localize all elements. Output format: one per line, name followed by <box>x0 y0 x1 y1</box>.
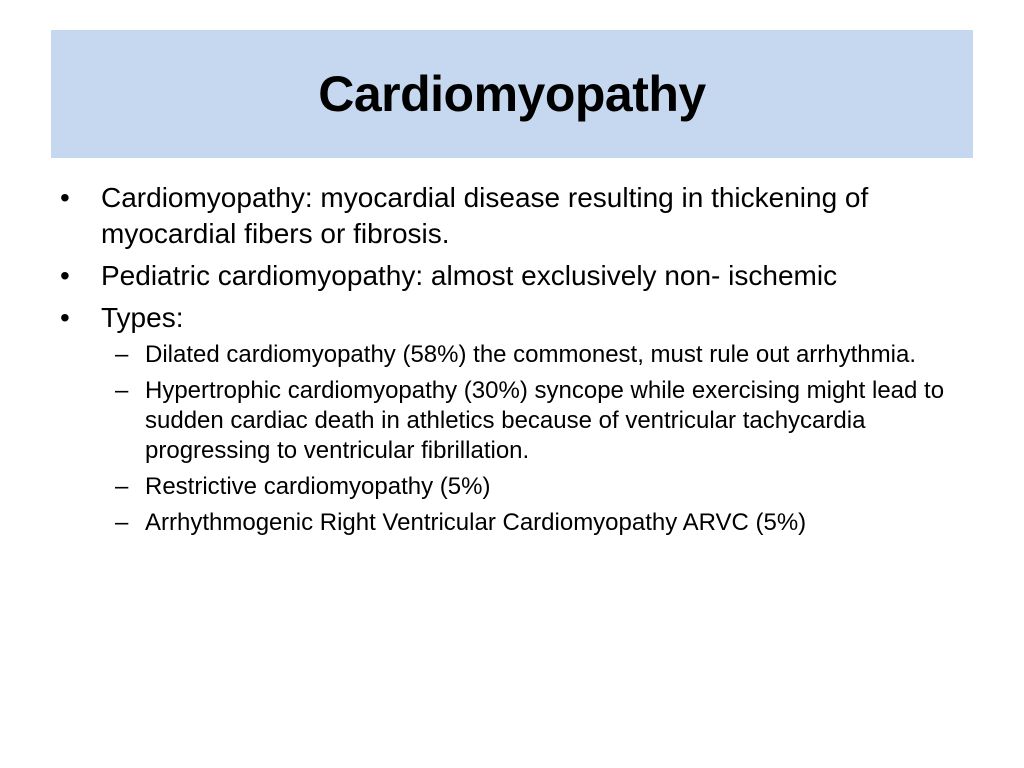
bullet-item-pediatric <box>58 258 968 294</box>
bullet-marker: • <box>60 302 70 333</box>
sub-bullet-text: Restrictive cardiomyopathy (5%) <box>145 473 491 500</box>
sub-bullet-list <box>101 340 968 538</box>
sub-bullet-marker: – <box>115 377 129 404</box>
sub-bullet-dilated <box>101 340 968 370</box>
title-banner <box>51 30 973 158</box>
sub-bullet-arvc <box>101 508 968 538</box>
bullet-list <box>58 180 968 544</box>
sub-bullet-marker: – <box>115 473 129 500</box>
bullet-marker: • <box>60 260 70 291</box>
bullet-marker: • <box>60 182 70 213</box>
sub-bullet-restrictive <box>101 472 968 502</box>
sub-bullet-marker: – <box>115 341 129 368</box>
sub-bullet-text: Arrhythmogenic Right Ventricular Cardiomyopathy ARVC (5%) <box>145 509 807 536</box>
bullet-text: Cardiomyopathy: myocardial disease resulting in thickening of myocardial fibers or fibrosis. <box>101 182 869 249</box>
sub-bullet-text: Dilated cardiomyopathy (58%) the commonest, must rule out arrhythmia. <box>145 341 916 368</box>
sub-bullet-text: Hypertrophic cardiomyopathy (30%) syncope while exercising might lead to sudden cardiac death in athletics because of ventricular tachycardia progressing to ventricular fibrillation. <box>145 377 945 464</box>
sub-bullet-marker: – <box>115 509 129 536</box>
bullet-text: Types: <box>101 302 184 333</box>
slide-title: Cardiomyopathy <box>318 66 706 122</box>
bullet-item-types <box>58 300 968 538</box>
bullet-item-definition <box>58 180 968 252</box>
bullet-text: Pediatric cardiomyopathy: almost exclusively non- ischemic <box>101 260 838 291</box>
sub-bullet-hypertrophic <box>101 376 968 466</box>
